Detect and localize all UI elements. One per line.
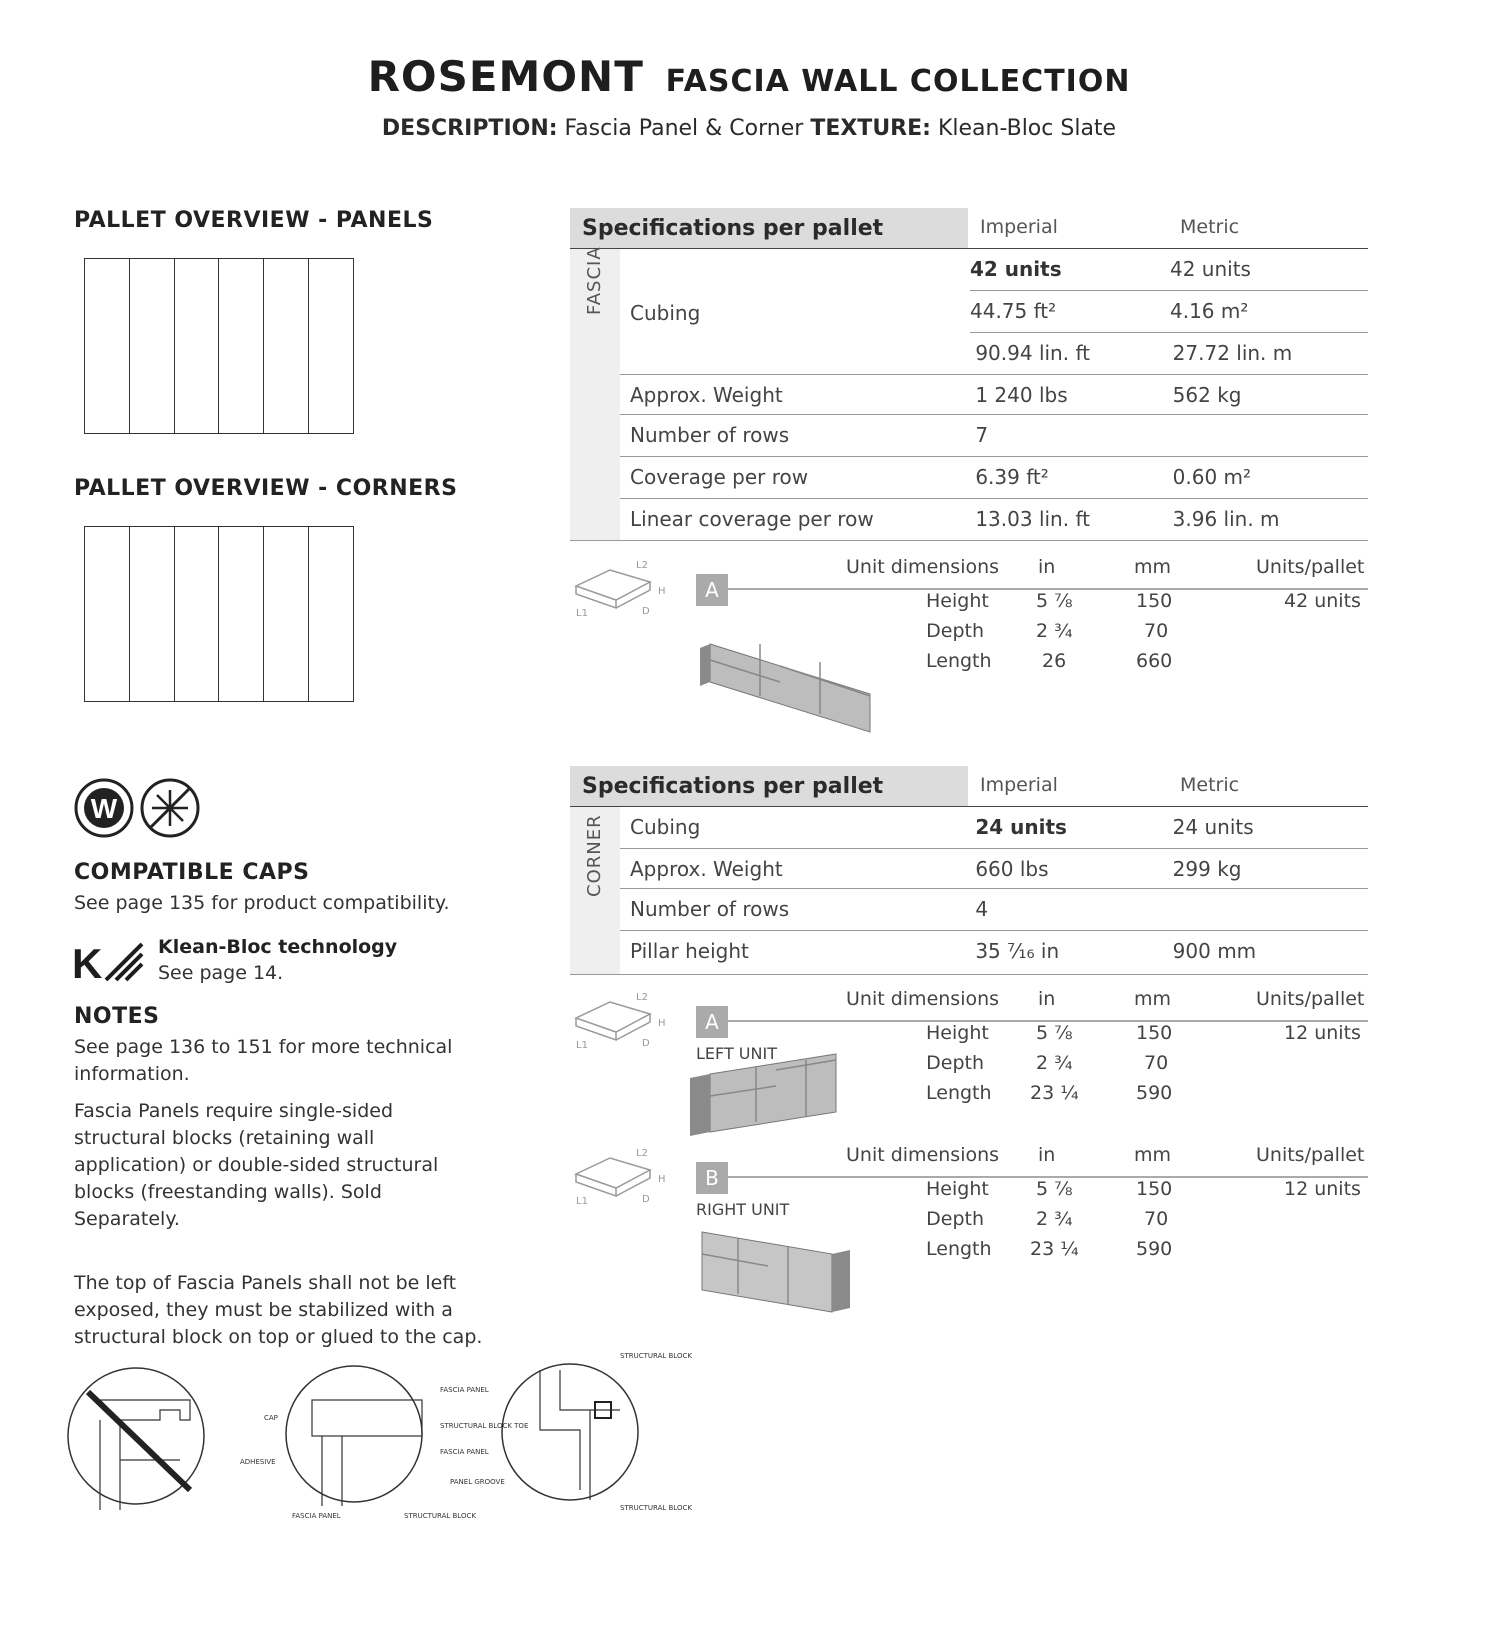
klean-bloc-title: Klean-Bloc technology: [158, 936, 398, 958]
snowflake-icon: [142, 780, 198, 836]
svg-text:D: D: [642, 1038, 650, 1049]
klean-bloc-text: See page 14.: [158, 962, 284, 984]
cubing-label: Cubing: [630, 301, 701, 325]
w-icon: [76, 780, 132, 836]
svg-text:ADHESIVE: ADHESIVE: [240, 1458, 276, 1466]
svg-text:L2: L2: [636, 1148, 648, 1159]
table-row: 90.94 lin. ft 27.72 lin. m: [620, 333, 1368, 375]
block-dimension-icon: [570, 556, 670, 619]
notes-text-2: Fascia Panels require single-sided structural blocks (retaining wall application) or double-sided structural blocks (freestanding walls). Sold Separately.: [74, 1100, 439, 1230]
fascia-spec-table: [570, 208, 1368, 541]
fascia-spec-heading: Specifications per pallet: [570, 208, 968, 248]
svg-text:L2: L2: [636, 992, 648, 1003]
pallet-corners-heading: PALLET OVERVIEW - CORNERS: [74, 476, 458, 501]
corner-dimensions-left: L2 H L1 D A LEFT UNIT Unit dimensions in mm Units/pallet Height 5 ⅞ 150 12 units Depth 2 ¾ 70 Length 23 ¼ 590: [570, 988, 1370, 1138]
svg-text:H: H: [658, 1174, 666, 1185]
corner-side-label: CORNER: [570, 807, 620, 975]
svg-text:K: K: [72, 940, 103, 987]
incorrect-detail-diagram: [68, 1368, 204, 1510]
svg-text:H: H: [658, 586, 666, 597]
unit-badge-b: B: [696, 1162, 728, 1194]
table-row: Approx. Weight 660 lbs 299 kg: [620, 849, 1368, 889]
table-row: Approx. Weight 1 240 lbs 562 kg: [620, 375, 1368, 415]
left-unit-label: LEFT UNIT: [696, 1044, 777, 1063]
svg-text:L2: L2: [636, 560, 648, 571]
metric-col: Metric: [1180, 216, 1240, 238]
svg-text:STRUCTURAL BLOCK: STRUCTURAL BLOCK: [620, 1504, 692, 1512]
notes-heading: NOTES: [74, 1004, 160, 1029]
svg-text:FASCIA PANEL: FASCIA PANEL: [440, 1448, 489, 1456]
table-row: Number of rows 4: [620, 889, 1368, 931]
table-row: Number of rows 7: [620, 415, 1368, 457]
pallet-panels-diagram: [84, 258, 354, 434]
notes-text-3: The top of Fascia Panels shall not be left exposed, they must be stabilized with a structural block on top or glued to the cap.: [74, 1272, 483, 1348]
pallet-corners-diagram: [84, 526, 354, 702]
svg-text:D: D: [642, 1194, 650, 1205]
svg-text:FASCIA PANEL: FASCIA PANEL: [292, 1512, 341, 1520]
svg-text:STRUCTURAL BLOCK TOE: STRUCTURAL BLOCK TOE: [440, 1422, 529, 1430]
svg-text:STRUCTURAL BLOCK: STRUCTURAL BLOCK: [404, 1512, 476, 1520]
corner-spec-heading: Specifications per pallet: [570, 766, 968, 806]
svg-text:L1: L1: [576, 1196, 588, 1207]
svg-text:L1: L1: [576, 1040, 588, 1051]
svg-text:PANEL GROOVE: PANEL GROOVE: [450, 1478, 505, 1486]
fascia-panel-image: [700, 636, 880, 732]
metric-col: Metric: [1180, 774, 1240, 796]
right-unit-image: [698, 1228, 858, 1314]
table-row: Linear coverage per row 13.03 lin. ft 3.96 lin. m: [570, 499, 1368, 541]
fascia-side-label: FASCIA: [570, 249, 620, 541]
unit-badge-a: A: [696, 1006, 728, 1038]
table-row: 44.75 ft² 4.16 m²: [970, 291, 1368, 333]
block-dimension-icon: [570, 988, 670, 1051]
svg-text:CAP: CAP: [264, 1414, 278, 1422]
klean-bloc-logo: [72, 940, 144, 987]
page-title: ROSEMONT FASCIA WALL COLLECTION: [367, 52, 1131, 101]
installation-diagrams: [60, 1340, 692, 1530]
table-row: Cubing 24 units 24 units: [620, 807, 1368, 849]
imperial-col: Imperial: [980, 216, 1058, 238]
fascia-dimensions: L2 H L1 D A Unit dimensions in mm Units/pallet Height 5 ⅞ 150 42 units Depth 2 ¾ 70 Length 26 660: [570, 556, 1370, 736]
imperial-col: Imperial: [980, 774, 1058, 796]
svg-text:FASCIA PANEL: FASCIA PANEL: [440, 1386, 489, 1394]
compatible-caps-heading: COMPATIBLE CAPS: [74, 860, 310, 885]
compatible-caps-text: See page 135 for product compatibility.: [74, 892, 450, 914]
certification-icons: [74, 778, 204, 840]
right-unit-label: RIGHT UNIT: [696, 1200, 790, 1219]
svg-text:W: W: [90, 793, 118, 824]
corner-dimensions-right: L2 H L1 D B RIGHT UNIT Unit dimensions in mm Units/pallet Height 5 ⅞ 150 12 units Depth 2 ¾ 70 Length 23 ¼ 590: [570, 1144, 1370, 1314]
notes-text-1: See page 136 to 151 for more technical information.: [74, 1036, 453, 1085]
svg-text:STRUCTURAL BLOCK: STRUCTURAL BLOCK: [620, 1352, 692, 1360]
svg-text:D: D: [642, 606, 650, 617]
table-row: Coverage per row 6.39 ft² 0.60 m²: [620, 457, 1368, 499]
description-line: DESCRIPTION: Fascia Panel & Corner TEXTURE: Klean-Bloc Slate: [381, 116, 1117, 141]
block-dimension-icon: [570, 1144, 670, 1207]
pallet-panels-heading: PALLET OVERVIEW - PANELS: [74, 208, 434, 233]
left-unit-image: [686, 1050, 846, 1138]
table-row: 42 units 42 units: [970, 249, 1368, 291]
svg-text:L1: L1: [576, 608, 588, 619]
svg-text:H: H: [658, 1018, 666, 1029]
corner-spec-table: [570, 766, 1368, 975]
structural-block-diagram: [440, 1352, 692, 1512]
table-row: Pillar height 35 ⁷⁄₁₆ in 900 mm: [570, 931, 1368, 975]
unit-badge-a: A: [696, 574, 728, 606]
